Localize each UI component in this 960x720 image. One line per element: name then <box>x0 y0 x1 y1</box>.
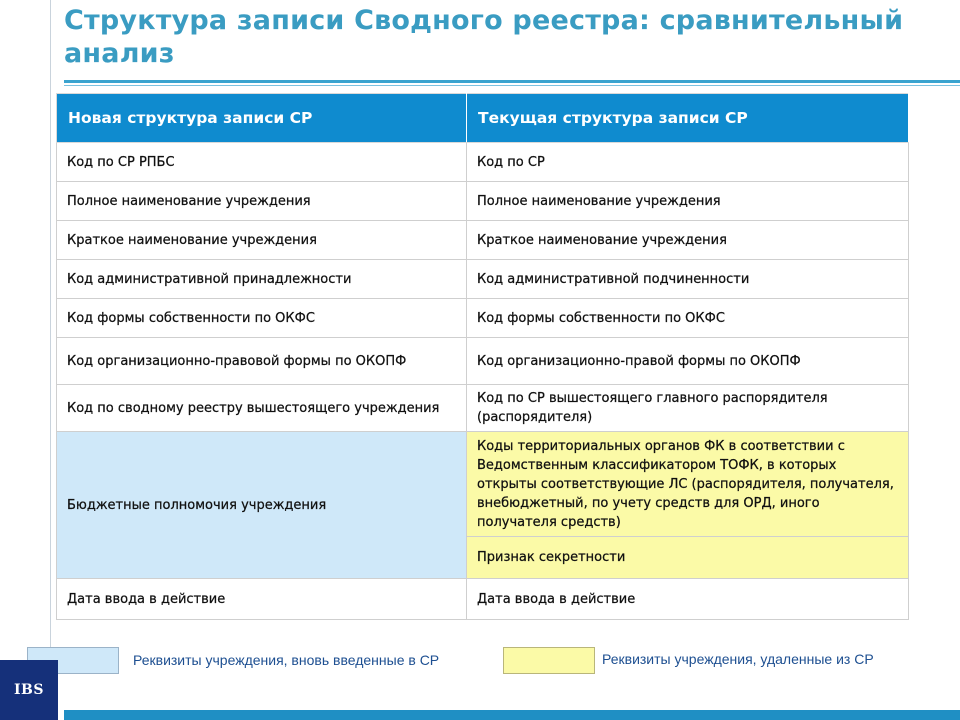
footer-accent-bar <box>64 710 960 720</box>
table-header-row <box>57 94 909 143</box>
legend-swatch-removed <box>503 647 595 674</box>
table-row <box>57 579 909 620</box>
table-row <box>57 385 909 432</box>
cell-new: Код организационно-правовой формы по ОКОПФ <box>57 338 467 385</box>
table-row <box>57 260 909 299</box>
table-row <box>57 221 909 260</box>
cell-new: Код по сводному реестру вышестоящего учреждения <box>57 385 467 432</box>
cell-new: Код административной принадлежности <box>57 260 467 299</box>
logo-text: IBS <box>14 682 44 698</box>
table-row <box>57 143 909 182</box>
column-header-current: Текущая структура записи СР <box>467 94 909 143</box>
cell-current: Код по СР вышестоящего главного распорядителя (распорядителя) <box>467 385 909 432</box>
cell-current: Полное наименование учреждения <box>467 182 909 221</box>
table-row <box>57 182 909 221</box>
cell-current: Дата ввода в действие <box>467 579 909 620</box>
cell-current: Код организационно-правой формы по ОКОПФ <box>467 338 909 385</box>
cell-current: Код административной подчиненности <box>467 260 909 299</box>
cell-new: Дата ввода в действие <box>57 579 467 620</box>
table-row <box>57 338 909 385</box>
page-title: Структура записи Сводного реестра: сравнительный анализ <box>64 5 904 69</box>
cell-new: Краткое наименование учреждения <box>57 221 467 260</box>
cell-new: Код формы собственности по ОКФС <box>57 299 467 338</box>
column-header-new: Новая структура записи СР <box>57 94 467 143</box>
legend-label-removed: Реквизиты учреждения, удаленные из СР <box>602 651 874 667</box>
left-divider <box>50 0 51 660</box>
title-underline-thin <box>64 85 960 86</box>
table-row-budget <box>57 432 909 537</box>
cell-new-added: Бюджетные полномочия учреждения <box>57 432 467 579</box>
cell-new: Код по СР РПБС <box>57 143 467 182</box>
cell-new: Полное наименование учреждения <box>57 182 467 221</box>
title-underline <box>64 80 960 83</box>
ibs-logo <box>0 660 58 720</box>
cell-current: Код формы собственности по ОКФС <box>467 299 909 338</box>
legend-label-new: Реквизиты учреждения, вновь введенные в СР <box>133 652 440 668</box>
comparison-table <box>56 93 909 620</box>
cell-current: Код по СР <box>467 143 909 182</box>
cell-current: Краткое наименование учреждения <box>467 221 909 260</box>
table-row <box>57 299 909 338</box>
cell-current-removed: Признак секретности <box>467 537 909 579</box>
cell-current-removed: Коды территориальных органов ФК в соответствии с Ведомственным классификатором ТОФК, в которых открыты соответствующие ЛС (распорядителя, получателя, внебюджетный, по учету средств для ОРД, иного получателя средств) <box>467 432 909 537</box>
